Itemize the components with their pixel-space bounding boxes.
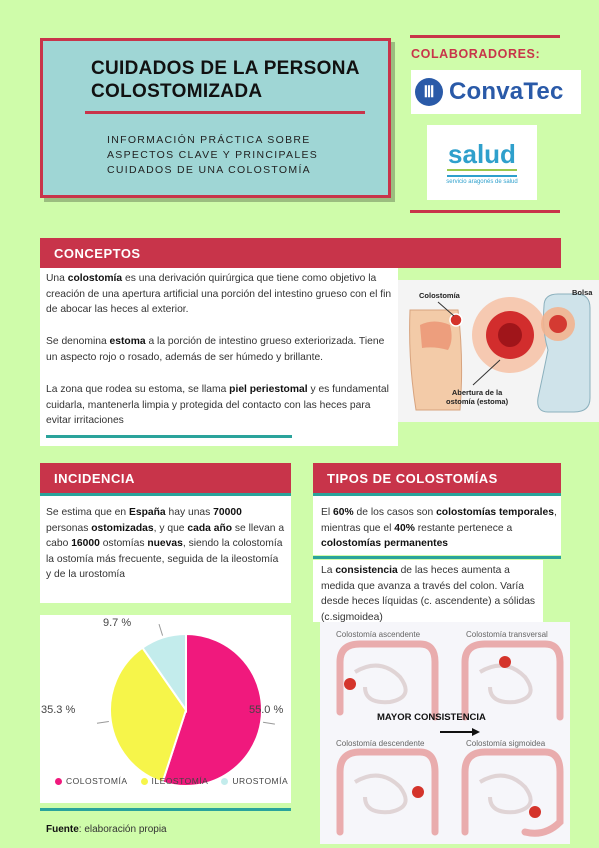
label-abertura [446,388,508,406]
mayor-consistencia-label: MAYOR CONSISTENCIA [377,712,486,723]
collab-divider-bottom [410,210,560,213]
footer-source [46,824,167,835]
salud-waves-icon [447,169,517,177]
tipos-text-panel-1 [313,493,561,555]
convatec-wordmark: ConvaTec [449,78,564,105]
legend-label-colostomia: COLOSTOMÍA [66,776,128,786]
legend-dot-urostomia [221,778,228,785]
conceptos-header: CONCEPTOS [40,238,561,268]
colostomy-types-illustration [320,622,570,844]
title-line-2: COLOSTOMIZADA [91,81,263,102]
title-line-1: CUIDADOS DE LA PERSONA [91,58,360,79]
footer-rule [40,808,291,811]
label-sigmoidea: Colostomía sigmoidea [466,739,546,748]
label-abertura-line-1: Abertura de la [451,388,503,397]
page-subtitle [107,133,377,178]
convatec-mark-icon: Ⅲ [415,78,443,106]
salud-subtext: servicio aragonés de salud [446,178,518,185]
pie-leader-line [97,721,109,723]
legend-dot-colostomia [55,778,62,785]
tipos-paragraph-2: La consistencia de las heces aumenta a medida que avanza a través del colon. Varía desde heces líquidas (c. ascendente) a sólidas (c.sigmoidea) [321,565,536,623]
title-box [40,38,391,198]
incidencia-text-panel [40,493,291,603]
colon-illustrations-icon [320,622,570,844]
label-bolsa: Bolsa [572,288,593,297]
conceptos-rule [46,435,292,438]
conceptos-paragraph-2: Se denomina estoma a la porción de intestino grueso exteriorizada. Tiene un aspecto rojo o rosado, además de ser húmedo y brillante. [46,336,385,363]
conceptos-paragraph-1: Una colostomía es una derivación quirúrgica que tiene como objetivo la creación de una apertura artificial una porción del intestino grueso con el fin de abocar las heces al exterior. [46,273,392,315]
footer-source-label: Fuente [46,824,79,835]
label-descendente: Colostomía descendente [336,739,425,748]
conceptos-paragraph-3: La zona que rodea su estoma, se llama piel periestomal y es fundamental cuidarla, mantenerla limpia y protegida del contacto con las heces para evitar irritaciones [46,384,389,426]
legend-item-ileostomia [141,776,209,786]
tipos-paragraph-1: El 60% de los casos son colostomías temporales, mientras que el 40% restante pertenece a colostomías permanentes [321,507,557,549]
page-title [91,57,381,103]
pie-leader-line [263,722,275,724]
convatec-logo [411,70,581,114]
tipos-rule-top [313,493,561,496]
incidencia-header: INCIDENCIA [40,463,291,493]
tipos-header: TIPOS DE COLOSTOMÍAS [313,463,561,493]
footer-source-text: : elaboración propia [78,824,167,835]
legend-dot-ileostomia [141,778,148,785]
subtitle-line-3: CUIDADOS DE UNA COLOSTOMÍA [107,164,311,176]
pie-label-colostomia: 55.0 % [249,704,284,716]
incidencia-rule [40,493,291,496]
tipos-text-panel-2 [313,560,543,622]
subtitle-line-1: INFORMACIÓN PRÁCTICA SOBRE [107,134,311,146]
pie-leader-line [159,624,163,635]
title-divider [85,111,365,114]
incidencia-paragraph: Se estima que en España hay unas 70000 personas ostomizadas, y que cada año se llevan a cabo 16000 ostomías nuevas, siendo la colostomía la ostomía más frecuente, seguida de la ileostomía y de la urostomía [46,507,285,580]
pie-label-urostomia: 9.7 % [103,617,132,629]
pie-label-ileostomia: 35.3 % [41,704,76,716]
subtitle-line-2: ASPECTOS CLAVE Y PRINCIPALES [107,149,319,161]
salud-logo [427,125,537,200]
label-ascendente: Colostomía ascendente [336,630,421,639]
label-abertura-line-2: ostomía (estoma) [446,397,509,406]
legend-label-ileostomia: ILEOSTOMÍA [151,776,209,786]
label-colostomia: Colostomía [419,291,460,300]
salud-wordmark: salud [448,138,516,169]
collaborators-title: COLABORADORES: [411,47,541,61]
legend-item-colostomia [55,776,128,786]
tipos-rule-mid [313,556,561,559]
conceptos-text-panel [40,268,398,446]
pie-legend [55,776,288,786]
label-transversa: Colostomía transversal [466,630,548,639]
legend-label-urostomia: UROSTOMÍA [232,776,289,786]
legend-item-urostomia [221,776,288,786]
collab-divider-top [410,35,560,38]
stoma-illustration [398,280,599,422]
